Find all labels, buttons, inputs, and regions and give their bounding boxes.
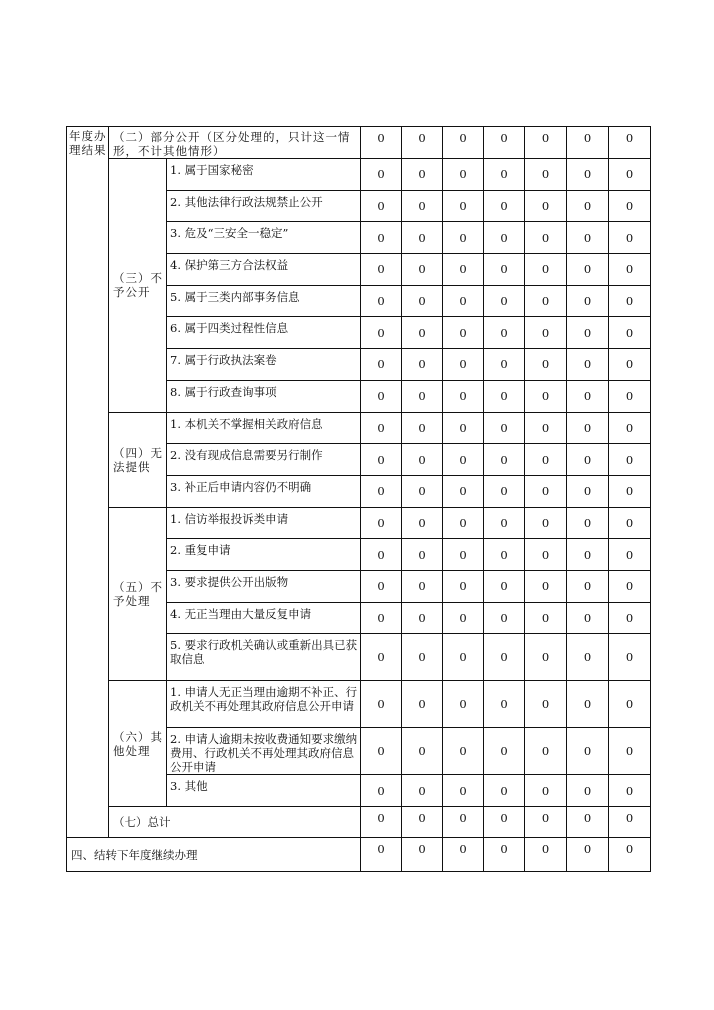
value-cell: 0 [443,570,484,602]
item-label: 1. 本机关不掌握相关政府信息 [167,412,361,444]
value-cell: 0 [567,222,609,254]
value-cell: 0 [609,159,651,191]
value-cell: 0 [443,539,484,571]
value-cell: 0 [567,570,609,602]
value-cell: 0 [525,380,567,412]
table-row [67,838,651,872]
value-cell: 0 [567,127,609,159]
item-label: 5. 要求行政机关确认或重新出具已获取信息 [167,634,361,681]
value-cell: 0 [402,444,443,476]
value-cell: 0 [361,349,402,381]
value-cell: 0 [484,681,525,728]
value-cell: 0 [567,380,609,412]
value-cell: 0 [567,838,609,872]
value-cell: 0 [402,127,443,159]
value-cell: 0 [443,349,484,381]
value-cell: 0 [484,190,525,222]
value-cell: 0 [361,681,402,728]
table-row [67,681,651,728]
value-cell: 0 [484,728,525,775]
value-cell: 0 [361,838,402,872]
value-cell: 0 [609,539,651,571]
carryover-label: 四、结转下年度继续办理 [67,838,361,872]
value-cell: 0 [609,570,651,602]
value-cell: 0 [443,127,484,159]
value-cell: 0 [402,412,443,444]
value-cell: 0 [525,127,567,159]
value-cell: 0 [525,807,567,838]
value-cell: 0 [525,222,567,254]
value-cell: 0 [484,222,525,254]
table-row [67,507,651,539]
value-cell: 0 [525,412,567,444]
value-cell: 0 [361,570,402,602]
value-cell: 0 [484,380,525,412]
value-cell: 0 [525,507,567,539]
value-cell: 0 [609,681,651,728]
group-label: （五）不予处理 [109,507,167,681]
value-cell: 0 [361,285,402,317]
value-cell: 0 [361,444,402,476]
value-cell: 0 [484,254,525,286]
item-label: 3. 要求提供公开出版物 [167,570,361,602]
value-cell: 0 [609,380,651,412]
value-cell: 0 [525,775,567,807]
value-cell: 0 [567,681,609,728]
value-cell: 0 [525,681,567,728]
value-cell: 0 [402,190,443,222]
value-cell: 0 [443,475,484,507]
value-cell: 0 [567,159,609,191]
value-cell: 0 [443,380,484,412]
value-cell: 0 [484,127,525,159]
value-cell: 0 [402,254,443,286]
value-cell: 0 [402,807,443,838]
value-cell: 0 [567,775,609,807]
value-cell: 0 [443,222,484,254]
value-cell: 0 [609,412,651,444]
value-cell: 0 [567,634,609,681]
value-cell: 0 [361,602,402,634]
value-cell: 0 [361,159,402,191]
item-label: 7. 属于行政执法案卷 [167,349,361,381]
value-cell: 0 [443,507,484,539]
value-cell: 0 [525,254,567,286]
value-cell: 0 [361,728,402,775]
total-label: （七）总计 [109,807,361,838]
item-label: 4. 无正当理由大量反复申请 [167,602,361,634]
value-cell: 0 [484,159,525,191]
value-cell: 0 [484,775,525,807]
table-body [67,127,651,872]
value-cell: 0 [361,775,402,807]
item-label: 2. 其他法律行政法规禁止公开 [167,190,361,222]
value-cell: 0 [402,380,443,412]
value-cell: 0 [525,602,567,634]
value-cell: 0 [567,412,609,444]
item-label: 1. 属于国家秘密 [167,159,361,191]
item-label: 3. 危及“三安全一稳定” [167,222,361,254]
value-cell: 0 [525,159,567,191]
value-cell: 0 [484,507,525,539]
value-cell: 0 [361,634,402,681]
value-cell: 0 [609,634,651,681]
value-cell: 0 [361,507,402,539]
table-row [67,807,651,838]
value-cell: 0 [609,775,651,807]
value-cell: 0 [402,349,443,381]
item-label: 1. 申请人无正当理由逾期不补正、行政机关不再处理其政府信息公开申请 [167,681,361,728]
value-cell: 0 [361,380,402,412]
value-cell: 0 [443,285,484,317]
value-cell: 0 [567,475,609,507]
value-cell: 0 [361,317,402,349]
value-cell: 0 [443,728,484,775]
value-cell: 0 [609,222,651,254]
value-cell: 0 [443,444,484,476]
value-cell: 0 [443,159,484,191]
group-label: （三）不予公开 [109,159,167,413]
value-cell: 0 [402,602,443,634]
section-label: 年度办理结果 [67,127,109,838]
value-cell: 0 [525,285,567,317]
item-label: 5. 属于三类内部事务信息 [167,285,361,317]
value-cell: 0 [525,475,567,507]
value-cell: 0 [484,602,525,634]
value-cell: 0 [567,349,609,381]
value-cell: 0 [484,317,525,349]
value-cell: 0 [484,634,525,681]
value-cell: 0 [443,775,484,807]
item-label: 4. 保护第三方合法权益 [167,254,361,286]
value-cell: 0 [402,222,443,254]
value-cell: 0 [525,728,567,775]
value-cell: 0 [567,507,609,539]
value-cell: 0 [402,838,443,872]
value-cell: 0 [609,728,651,775]
value-cell: 0 [402,775,443,807]
value-cell: 0 [484,475,525,507]
value-cell: 0 [443,602,484,634]
value-cell: 0 [361,254,402,286]
value-cell: 0 [609,285,651,317]
value-cell: 0 [525,190,567,222]
value-cell: 0 [609,807,651,838]
item-label: 2. 没有现成信息需要另行制作 [167,444,361,476]
value-cell: 0 [609,444,651,476]
value-cell: 0 [443,254,484,286]
value-cell: 0 [361,412,402,444]
value-cell: 0 [567,539,609,571]
value-cell: 0 [609,349,651,381]
value-cell: 0 [443,412,484,444]
value-cell: 0 [525,539,567,571]
value-cell: 0 [484,539,525,571]
value-cell: 0 [484,349,525,381]
value-cell: 0 [484,838,525,872]
table-row [67,412,651,444]
value-cell: 0 [525,570,567,602]
value-cell: 0 [567,728,609,775]
value-cell: 0 [361,539,402,571]
value-cell: 0 [402,285,443,317]
value-cell: 0 [525,838,567,872]
group-label: （四）无法提供 [109,412,167,507]
value-cell: 0 [402,539,443,571]
value-cell: 0 [525,634,567,681]
value-cell: 0 [443,838,484,872]
value-cell: 0 [402,159,443,191]
value-cell: 0 [402,317,443,349]
value-cell: 0 [609,475,651,507]
value-cell: 0 [567,254,609,286]
value-cell: 0 [402,681,443,728]
value-cell: 0 [609,190,651,222]
value-cell: 0 [567,807,609,838]
item-label: 1. 信访举报投诉类申请 [167,507,361,539]
value-cell: 0 [361,222,402,254]
value-cell: 0 [402,728,443,775]
item-label: 3. 补正后申请内容仍不明确 [167,475,361,507]
table-row [67,159,651,191]
value-cell: 0 [361,807,402,838]
value-cell: 0 [525,349,567,381]
value-cell: 0 [443,634,484,681]
value-cell: 0 [567,444,609,476]
disclosure-statistics-table [66,126,651,872]
value-cell: 0 [484,444,525,476]
value-cell: 0 [443,190,484,222]
item-label: 8. 属于行政查询事项 [167,380,361,412]
item-label: 2. 申请人逾期未按收费通知要求缴纳费用、行政机关不再处理其政府信息公开申请 [167,728,361,775]
value-cell: 0 [525,444,567,476]
value-cell: 0 [443,317,484,349]
value-cell: 0 [484,807,525,838]
value-cell: 0 [484,285,525,317]
value-cell: 0 [484,412,525,444]
value-cell: 0 [609,507,651,539]
value-cell: 0 [609,317,651,349]
value-cell: 0 [609,127,651,159]
value-cell: 0 [609,838,651,872]
item-label: 6. 属于四类过程性信息 [167,317,361,349]
item-label: 2. 重复申请 [167,539,361,571]
value-cell: 0 [443,807,484,838]
value-cell: 0 [567,285,609,317]
value-cell: 0 [567,317,609,349]
value-cell: 0 [361,190,402,222]
table-row [67,127,651,159]
value-cell: 0 [609,254,651,286]
value-cell: 0 [361,127,402,159]
value-cell: 0 [402,475,443,507]
value-cell: 0 [525,317,567,349]
value-cell: 0 [567,602,609,634]
value-cell: 0 [361,475,402,507]
value-cell: 0 [567,190,609,222]
value-cell: 0 [484,570,525,602]
value-cell: 0 [402,507,443,539]
item-label: 3. 其他 [167,775,361,807]
value-cell: 0 [402,570,443,602]
partial-disclosure-label: （二）部分公开（区分处理的，只计这一情形，不计其他情形） [109,127,361,159]
group-label: （六）其他处理 [109,681,167,807]
value-cell: 0 [443,681,484,728]
value-cell: 0 [402,634,443,681]
value-cell: 0 [609,602,651,634]
